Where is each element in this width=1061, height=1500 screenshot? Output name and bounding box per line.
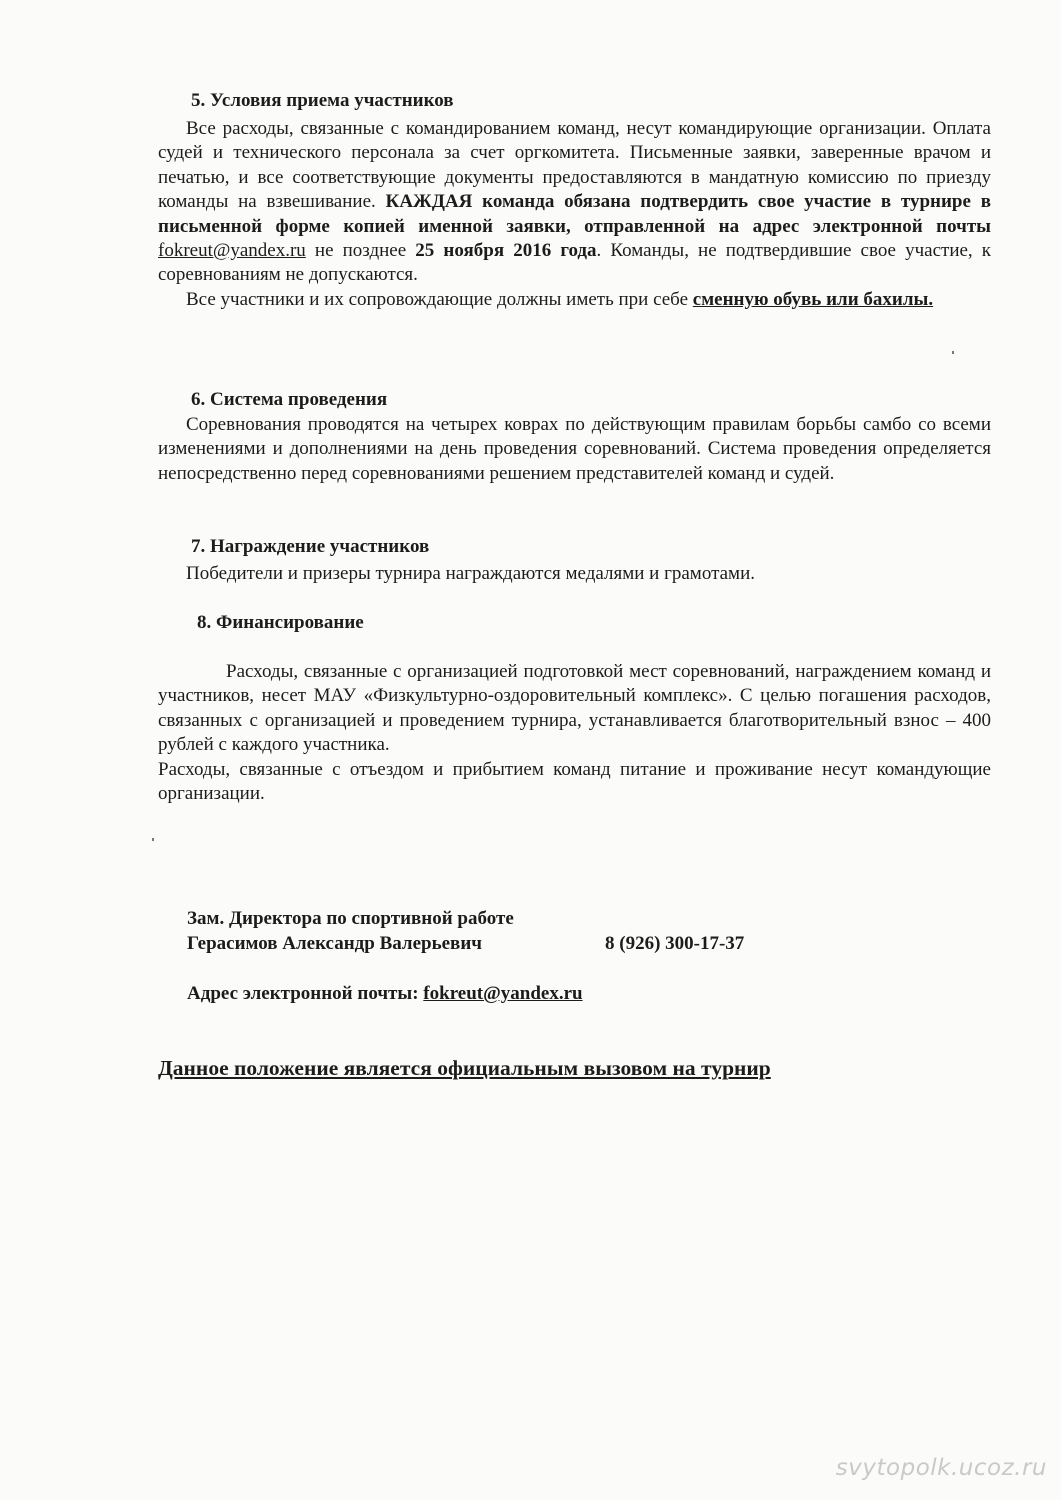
section-5-email-link[interactable]: fokreut@yandex.ru [158,240,306,262]
section-5-text-a: Все расходы, связанные с командированием команд, несут командирующие организации. Оплата судей и технического персонала за счет оргкомитета. Письменные заявки, заверенные врачом и печатью, и все соответствующие документы предоставляются в мандатную комиссию по приезду команды на взвешивание. [158,118,991,213]
section-5-paragraph-2 [158,288,991,312]
section-8-paragraph-2: Расходы, связанные с отъездом и прибытием команд питание и проживание несут командующие организации. [158,758,991,805]
section-5-heading: 5. Условия приема участников [191,90,454,111]
section-5-bold-requirement: КАЖДАЯ команда обязана подтвердить свое участие в турнире в письменной форме копией именной заявки, отправленной на адрес электронной почты [158,191,991,237]
section-7-paragraph: Победители и призеры турнира награждаются медалями и грамотами. [186,563,755,584]
section-5-text-c: . Команды, не подтвердившие свое участие, к соревнованиям не допускаются. [158,240,992,286]
section-7-body [158,562,991,586]
section-5-text-b: не позднее [305,240,416,262]
signature-email-label: Адрес электронной почты: [187,983,424,1004]
official-notice: Данное положение является официальным вызовом на турнир [158,1056,771,1080]
signature-name: Герасимов Александр Валерьевич [187,933,482,954]
signature-position: Зам. Директора по спортивной работе [187,908,514,929]
signature-phone: 8 (926) 300-17-37 [605,933,745,954]
section-5-paragraph-1 [158,117,991,288]
section-5-deadline: 25 ноября 2016 года [415,240,597,262]
section-5-p2-text: Все участники и их сопровождающие должны иметь при себе [186,288,693,310]
site-watermark: svytopolk.ucoz.ru [835,1455,1047,1481]
signature-email-link[interactable]: fokreut@yandex.ru [423,983,583,1004]
section-8-body [158,660,991,806]
scan-speck [952,351,954,354]
section-8-heading: 8. Финансирование [197,612,364,633]
section-6-body [158,413,991,486]
section-5-body [158,117,991,312]
section-7-heading: 7. Награждение участников [191,536,430,557]
signature-email-row [187,983,583,1005]
section-6-heading: 6. Система проведения [191,389,388,410]
scan-speck [152,838,154,841]
section-8-paragraph-1: Расходы, связанные с организацией подготовкой мест соревнований, награждением команд и участников, несет МАУ «Физкультурно-оздоровительный комплекс». С целью погашения расходов, связанных с организацией и проведением турнира, устанавливается благотворительный взнос – 400 рублей с каждого участника. [158,661,991,756]
section-6-paragraph: Соревнования проводятся на четырех коврах по действующим правилам борьбы самбо со всеми изменениями и дополнениями на день проведения соревнований. Система проведения определяется непосредственно перед соревнованиями решением представителей команд и судей. [158,414,991,484]
section-5-shoe-covers-note: сменную обувь или бахилы. [692,288,934,310]
